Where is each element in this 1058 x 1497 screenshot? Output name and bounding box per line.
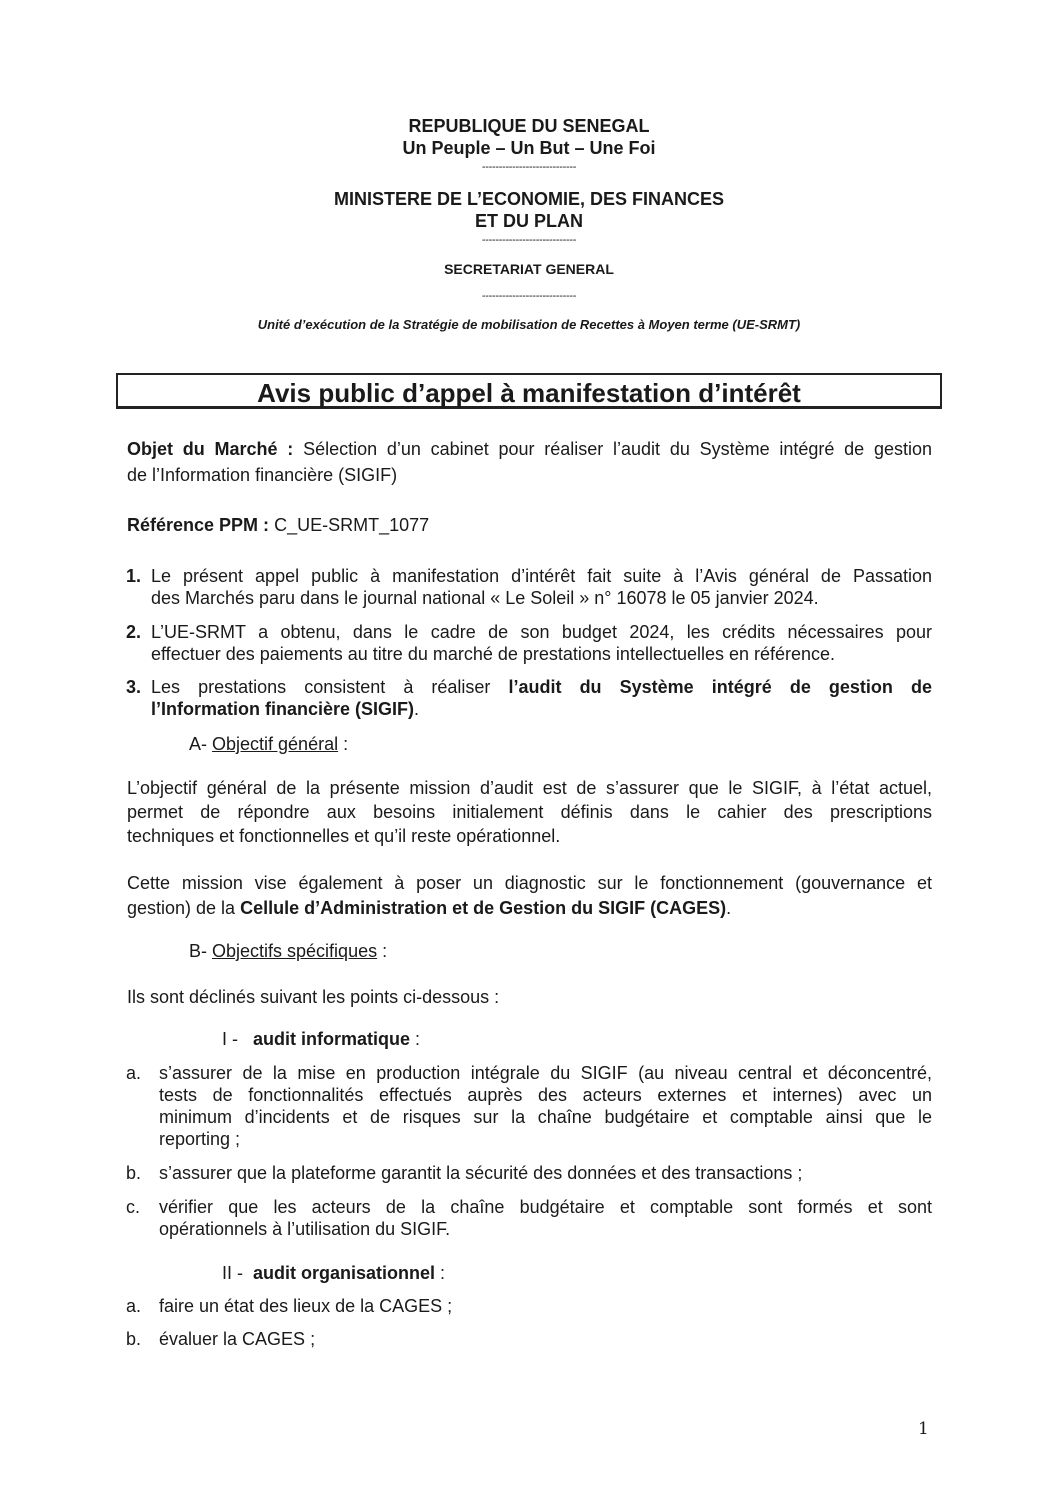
- audit-info-a-line3: minimum d’incidents et de risques sur la chaîne budgétaire et comptable ainsi que le: [159, 1107, 932, 1127]
- secretariat-name: SECRETARIAT GENERAL: [444, 261, 614, 277]
- audit-info-a-line1: s’assurer de la mise en production intégrale du SIGIF (au niveau central et déconcentré,: [159, 1063, 932, 1083]
- item3-line2-bold: l’Information financière (SIGIF): [151, 699, 415, 719]
- section-a-para2-line2: [127, 897, 731, 919]
- section-b-suffix: :: [377, 941, 388, 961]
- section-a-para1-line2: permet de répondre aux besoins initialement définis dans le cahier des prescriptions: [127, 802, 932, 822]
- audit-org-heading: [222, 1262, 445, 1284]
- reference-value: C_UE-SRMT_1077: [274, 515, 430, 535]
- unit-name: Unité d’exécution de la Stratégie de mobilisation de Recettes à Moyen terme (UE-SRMT): [257, 317, 801, 332]
- ministry-name-line2: ET DU PLAN: [475, 211, 583, 231]
- item-number: 3.: [126, 677, 142, 697]
- section-b-prefix: B-: [189, 941, 207, 961]
- item1-line1: Le présent appel public à manifestation d’intérêt fait suite à l’Avis général de Passation: [151, 566, 932, 586]
- audit-org-num: II -: [222, 1263, 243, 1283]
- audit-info-heading: [222, 1028, 420, 1050]
- notice-title: Avis public d’appel à manifestation d’intérêt: [257, 378, 801, 408]
- audit-info-b-line1: s’assurer que la plateforme garantit la sécurité des données et des transactions ;: [159, 1163, 803, 1183]
- ministry-name-line1: MINISTERE DE L’ECONOMIE, DES FINANCES: [333, 189, 725, 209]
- section-a-para1-line1: L’objectif général de la présente mission d’audit est de s’assurer que le SIGIF, à l’état actuel,: [127, 778, 932, 798]
- list-item-label: b.: [126, 1163, 142, 1183]
- reference-line: [127, 514, 429, 536]
- separator-line: ----------------------------: [481, 234, 577, 246]
- item-number: 1.: [126, 566, 142, 586]
- audit-org-b: évaluer la CAGES ;: [159, 1329, 316, 1349]
- item1-line2: des Marchés paru dans le journal national « Le Soleil » n° 16078 le 05 janvier 2024.: [151, 588, 819, 608]
- section-b-intro: Ils sont déclinés suivant les points ci-dessous :: [127, 987, 500, 1007]
- objet-text-line2: de l’Information financière (SIGIF): [127, 465, 398, 485]
- section-a-title: Objectif général: [212, 734, 339, 754]
- audit-info-c-line1: vérifier que les acteurs de la chaîne budgétaire et comptable sont formés et sont: [159, 1197, 932, 1217]
- list-item-label: c.: [126, 1197, 141, 1217]
- section-a-para2-plain: gestion) de la: [127, 898, 236, 918]
- audit-org-title: audit organisationnel: [253, 1263, 436, 1283]
- objet-line1: [127, 438, 932, 460]
- objet-text-line1: Sélection d’un cabinet pour réaliser l’audit du Système intégré de gestion: [303, 439, 932, 459]
- page-number: 1: [918, 1419, 929, 1439]
- section-b-heading: [189, 940, 387, 962]
- list-item-label: b.: [126, 1329, 142, 1349]
- separator-line: ----------------------------: [481, 290, 577, 302]
- section-a-para2-bold: Cellule d’Administration et de Gestion du SIGIF (CAGES): [240, 898, 727, 918]
- audit-org-suffix: :: [435, 1263, 446, 1283]
- list-item-label: a.: [126, 1063, 142, 1083]
- section-a-suffix: :: [338, 734, 349, 754]
- section-a-para2-line1: Cette mission vise également à poser un diagnostic sur le fonctionnement (gouvernance et: [127, 873, 932, 893]
- national-motto: Un Peuple – Un But – Une Foi: [402, 138, 656, 158]
- objet-label: Objet du Marché :: [127, 439, 294, 459]
- section-b-title: Objectifs spécifiques: [212, 941, 378, 961]
- reference-label: Référence PPM :: [127, 515, 270, 535]
- audit-info-a-line2: tests de fonctionnalités effectués auprès des acteurs externes et internes) avec un: [159, 1085, 932, 1105]
- list-item-label: a.: [126, 1296, 142, 1316]
- audit-info-suffix: :: [410, 1029, 421, 1049]
- item2-line2: effectuer des paiements au titre du marché de prestations intellectuelles en référence.: [151, 644, 836, 664]
- audit-info-a-line4: reporting ;: [159, 1129, 241, 1149]
- item3-line2: [151, 698, 419, 720]
- item2-line1: L’UE-SRMT a obtenu, dans le cadre de son budget 2024, les crédits nécessaires pour: [151, 622, 932, 642]
- item3-text-bold: l’audit du Système intégré de gestion de: [508, 677, 932, 697]
- item3-text-plain: Les prestations consistent à réaliser: [151, 677, 491, 697]
- section-a-prefix: A-: [189, 734, 207, 754]
- country-name: REPUBLIQUE DU SENEGAL: [408, 116, 650, 136]
- item-number: 2.: [126, 622, 142, 642]
- separator-line: ----------------------------: [481, 161, 577, 173]
- item3-line2-end: .: [414, 699, 420, 719]
- audit-org-a: faire un état des lieux de la CAGES ;: [159, 1296, 453, 1316]
- section-a-heading: [189, 733, 348, 755]
- audit-info-num: I -: [222, 1029, 238, 1049]
- audit-info-title: audit informatique: [253, 1029, 411, 1049]
- section-a-para2-end: .: [726, 898, 732, 918]
- audit-info-c-line2: opérationnels à l’utilisation du SIGIF.: [159, 1219, 451, 1239]
- section-a-para1-line3: techniques et fonctionnelles et qu’il reste opérationnel.: [127, 826, 561, 846]
- notice-title-box: [116, 373, 942, 409]
- item3-line1: [151, 676, 932, 698]
